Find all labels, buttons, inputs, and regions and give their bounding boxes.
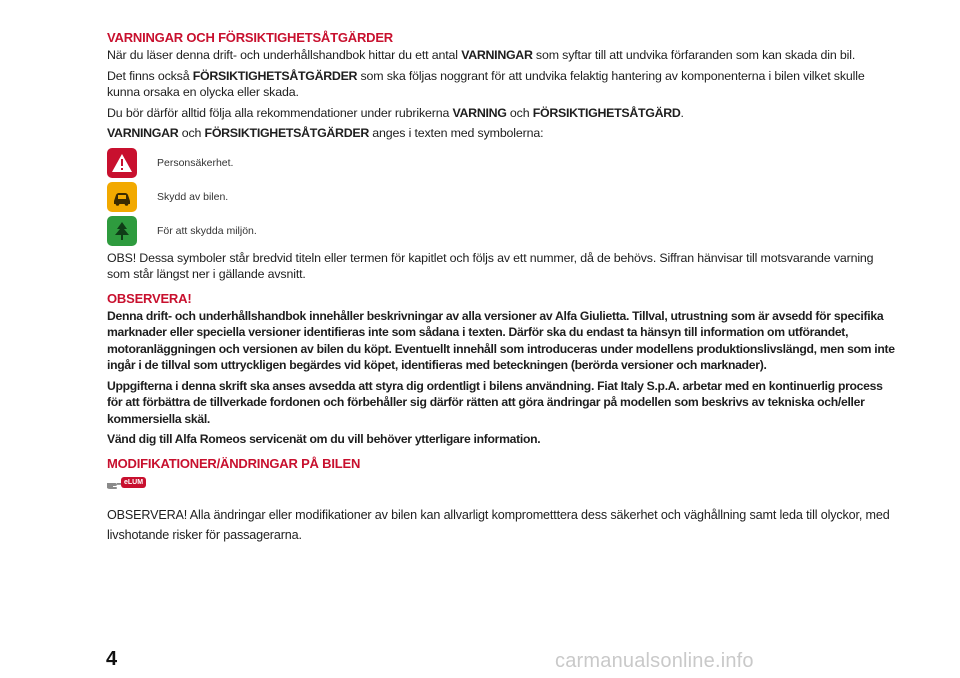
symbol-row-personal-safety (107, 146, 897, 180)
text: som syftar till att undvika förfaranden som kan skada din bil. (532, 48, 856, 62)
text: anges i texten med symbolerna: (368, 126, 544, 140)
paragraph-follow-recommendations (107, 105, 897, 122)
car-protection-icon (107, 182, 137, 212)
keyword: FÖRSIKTIGHETSÅTGÄRDER (192, 68, 358, 83)
page-number: 4 (106, 648, 118, 670)
elum-reference (107, 475, 897, 499)
text: och (178, 126, 205, 140)
section-title-observe: OBSERVERA! (107, 290, 192, 306)
symbol-label: Skydd av bilen. (157, 190, 229, 203)
text: . (680, 105, 684, 120)
symbol-label: Personsäkerhet. (157, 156, 234, 169)
text: som ska följas noggrant för att undvika felaktig hantering av komponenterna i bilen vilket skulle kunna orsaka en olycka eller skada. (107, 68, 865, 99)
symbol-row-vehicle-protection (107, 180, 897, 214)
tree-environment-icon (107, 216, 137, 246)
keyword: FÖRSIKTIGHETSÅTGÄRDER (204, 126, 369, 140)
text: och (506, 105, 533, 120)
text: Det finns också (107, 68, 193, 83)
keyword: VARNINGAR (107, 126, 179, 140)
bold-paragraph-versions: Denna drift- och underhållshandbok innehåller beskrivningar av alla versioner av Alfa Giulietta. Tillval, utrustning som är avsedd för specifika marknader eller speciella versioner identifieras inte som sådana i texten. Därför ska du endast ta hänsyn till information om utförandet, motoranläggningen och versionen av bilen du köpt. Eventuellt innehåll som introduceras under modellens produktionslivslängd, men som inte ingår i de tillval som uttryckligen begärdes vid köpet, identifieras med beteckningen (berörda versioner och marknader). (107, 308, 895, 372)
symbol-list (107, 146, 897, 248)
section-title-modifications: MODIFIKATIONER/ÄNDRINGAR PÅ BILEN (107, 455, 361, 471)
elum-badge: eLUM (121, 477, 146, 488)
paragraph-modifications: OBSERVERA! Alla ändringar eller modifikationer av bilen kan allvarligt komprometttera dess säkerhet och väghållning samt leda till olyckor, med livshotande risker för passagerarna. (107, 507, 890, 542)
manual-page (107, 30, 897, 549)
symbol-label: För att skydda miljön. (157, 224, 257, 237)
bold-paragraph-changes: Uppgifterna i denna skrift ska anses avsedda att styra dig ordentligt i bilens användning. Fiat Italy S.p.A. arbetar med en kontinuerlig process för att förbättra de tillverkade fordonen och förbehåller sig därför rätten att göra ändringar på modellen som beskrivs av tekniska och/eller kommersiella skäl. (107, 378, 883, 426)
keyword: VARNING (452, 105, 507, 120)
paragraph-symbols-intro (107, 125, 897, 142)
watermark: carmanualsonline.info (555, 650, 754, 672)
section-title-warnings: VARNINGAR OCH FÖRSIKTIGHETSÅTGÄRDER (107, 30, 393, 45)
text: Du bör därför alltid följa alla rekommendationer under rubrikerna (107, 105, 453, 120)
bold-paragraph-service: Vänd dig till Alfa Romeos servicenät om du vill behöver ytterligare information. (107, 432, 541, 446)
warning-triangle-icon (107, 148, 137, 178)
symbol-row-environment (107, 214, 897, 248)
paragraph-warnings-intro (107, 47, 897, 64)
paragraph-precautions (107, 68, 897, 101)
paragraph-note: OBS! Dessa symboler står bredvid titeln eller termen för kapitlet och följs av ett nummer, då de behövs. Siffran hänvisar till motsvarande varning som står längst ner i gällande avsnitt. (107, 250, 874, 281)
keyword: FÖRSIKTIGHETSÅTGÄRD (532, 105, 681, 120)
text: När du läser denna drift- och underhållshandbok hittar du ett antal (107, 48, 462, 62)
keyword: VARNINGAR (461, 48, 533, 62)
